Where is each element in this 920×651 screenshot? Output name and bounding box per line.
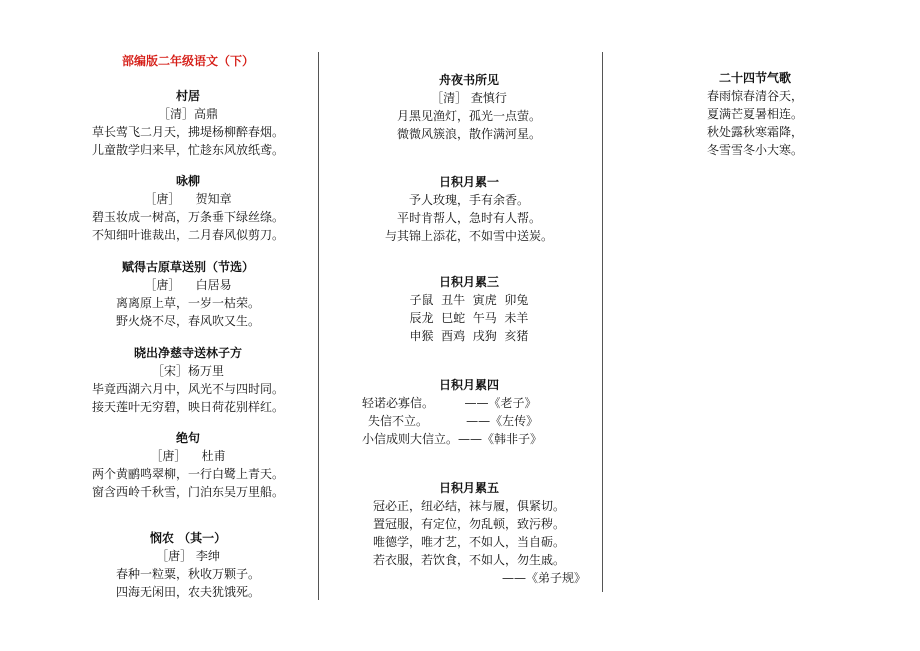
poem-author: ［清］高鼎 bbox=[157, 107, 218, 121]
poem-line: 秋处露秋寒霜降， bbox=[706, 125, 803, 139]
source-attribution: ——《弟子规》 bbox=[501, 571, 586, 585]
section-title: 日积月累四 bbox=[438, 378, 499, 392]
poem-line: 两个黄鹂鸣翠柳，一行白鹭上青天。 bbox=[91, 467, 284, 481]
zodiac-line: 申猴 酉鸡 戌狗 亥猪 bbox=[409, 329, 529, 343]
poem-title: 村居 bbox=[175, 89, 200, 103]
section-title: 日积月累一 bbox=[438, 175, 499, 189]
poem-line: 微微风簇浪，散作满河星。 bbox=[396, 127, 541, 141]
poem-author: ［唐］ 李绅 bbox=[156, 549, 220, 563]
divider-right bbox=[602, 52, 603, 592]
poem-title: 舟夜书所见 bbox=[438, 73, 499, 87]
riji-yuelei-5 bbox=[338, 479, 600, 587]
poem-author: ［唐］ 贺知章 bbox=[144, 192, 232, 206]
dizigui-line: 冠必正，纽必结，袜与履，俱紧切。 bbox=[372, 499, 565, 513]
section-title: 日积月累三 bbox=[438, 275, 499, 289]
riji-yuelei-3 bbox=[338, 273, 600, 345]
poem-yongliu bbox=[40, 172, 336, 244]
dizigui-line: 置冠服，有定位，勿乱顿，致污秽。 bbox=[372, 517, 565, 531]
poem-title: 赋得古原草送别（节选） bbox=[121, 260, 254, 274]
poem-line: 接天莲叶无穷碧，映日荷花别样红。 bbox=[91, 400, 284, 414]
poem-line: 碧玉妆成一树高，万条垂下绿丝绦。 bbox=[91, 210, 284, 224]
document-title: 部编版二年级语文（下） bbox=[121, 54, 254, 68]
saying-line: 平时肯帮人，急时有人帮。 bbox=[396, 211, 541, 225]
poem-title: 二十四节气歌 bbox=[718, 71, 791, 85]
poem-line: 春雨惊春清谷天， bbox=[706, 89, 803, 103]
poem-author: ［唐］ 杜甫 bbox=[150, 449, 226, 463]
poem-line: 月黑见渔灯，孤光一点萤。 bbox=[396, 109, 541, 123]
zodiac-line: 子鼠 丑牛 寅虎 卯兔 bbox=[409, 293, 529, 307]
poem-title: 咏柳 bbox=[175, 174, 200, 188]
poem-line: 不知细叶谁裁出，二月春风似剪刀。 bbox=[91, 228, 284, 242]
poem-line: 春种一粒粟，秋收万颗子。 bbox=[115, 567, 260, 581]
zodiac-line: 辰龙 巳蛇 午马 未羊 bbox=[409, 311, 529, 325]
poem-fudeguyuancao bbox=[40, 258, 336, 330]
poem-minnong bbox=[40, 529, 336, 601]
saying-line: 与其锦上添花，不如雪中送炭。 bbox=[384, 229, 553, 243]
poem-xiaochujingcisi bbox=[40, 344, 336, 416]
saying-line: 失信不立。 ——《左传》 bbox=[368, 414, 539, 428]
section-title: 日积月累五 bbox=[438, 481, 499, 495]
poem-author: ［唐］ 白居易 bbox=[144, 278, 232, 292]
poem-author: ［宋］杨万里 bbox=[151, 364, 224, 378]
dizigui-line: 若衣服，若饮食，不如人，勿生戚。 bbox=[372, 553, 565, 567]
poem-line: 夏满芒夏暑相连。 bbox=[706, 107, 803, 121]
poem-line: 儿童散学归来早，忙趁东风放纸鸢。 bbox=[91, 143, 284, 157]
saying-line: 小信成则大信立。——《韩非子》 bbox=[362, 432, 543, 446]
poem-title: 悯农 （其一） bbox=[149, 531, 227, 545]
poem-cunju bbox=[40, 87, 336, 159]
poem-jueju bbox=[40, 429, 336, 501]
saying-line: 轻诺必寡信。 ——《老子》 bbox=[362, 396, 537, 410]
poem-ershisijieqige bbox=[610, 69, 900, 159]
poem-line: 窗含西岭千秋雪，门泊东吴万里船。 bbox=[91, 485, 284, 499]
poem-author: ［清］ 查慎行 bbox=[431, 91, 507, 105]
poem-line: 草长莺飞二月天，拂堤杨柳醉春烟。 bbox=[91, 125, 284, 139]
dizigui-line: 唯德学，唯才艺，不如人，当自砺。 bbox=[372, 535, 565, 549]
poem-title: 晓出净慈寺送林子方 bbox=[133, 346, 242, 360]
poem-zhouyeshusuojian bbox=[338, 71, 600, 143]
riji-yuelei-1 bbox=[338, 173, 600, 245]
poem-title: 绝句 bbox=[175, 431, 200, 445]
poem-line: 离离原上草，一岁一枯荣。 bbox=[115, 296, 260, 310]
saying-line: 予人玫瑰，手有余香。 bbox=[408, 193, 529, 207]
poem-line: 野火烧不尽，春风吹又生。 bbox=[115, 314, 260, 328]
poem-line: 四海无闲田，农夫犹饿死。 bbox=[115, 585, 260, 599]
poem-line: 冬雪雪冬小大寒。 bbox=[706, 143, 803, 157]
poem-line: 毕竟西湖六月中，风光不与四时同。 bbox=[91, 382, 284, 396]
riji-yuelei-4 bbox=[338, 376, 600, 448]
